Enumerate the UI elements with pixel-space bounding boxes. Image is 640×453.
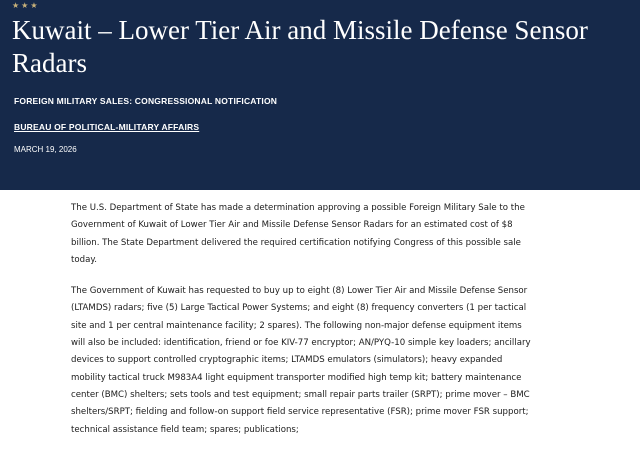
- category-label: FOREIGN MILITARY SALES: CONGRESSIONAL NOTIFICATION: [14, 96, 278, 106]
- stars-icon: ★★★: [12, 1, 40, 10]
- article-body: [71, 200, 531, 453]
- page-title: Kuwait – Lower Tier Air and Missile Defense Sensor Radars: [12, 15, 588, 78]
- page-header: [0, 0, 640, 190]
- article-paragraph: The U.S. Department of State has made a determination approving a possible Foreign Military Sale to the Government of Kuwait of Lower Tier Air and Missile Defense Sensor Radars for an estimated cost of $8 billion. The State Department delivered the required certification notifying Congress of this possible sale today.: [71, 203, 525, 265]
- article-paragraph: The Government of Kuwait has requested to buy up to eight (8) Lower Tier Air and Missile Defense Sensor (LTAMDS) radars; five (5) Large Tactical Power Systems; and eight (8) frequency converters (1 per tactical site and 1 per central maintenance facility; 2 spares). The following non-major defense equipment items will also be included: identification, friend or foe KIV-77 encryptor; AN/PYQ-10 simple key loaders; ancillary devices to support controlled cryptographic items; LTAMDS emulators (simulators); heavy expanded mobility tactical truck M983A4 light equipment transporter modified high temp kit; battery maintenance center (BMC) shelters; sets tools and test equipment; small repair parts trailer (SRPT); prime mover – BMC shelters/SRPT; fielding and follow-on support field service representative (FSR); prime mover FSR support; technical assistance field team; spares; publications;: [71, 286, 531, 435]
- publish-date: MARCH 19, 2026: [14, 145, 77, 154]
- bureau-link[interactable]: BUREAU OF POLITICAL-MILITARY AFFAIRS: [14, 122, 200, 132]
